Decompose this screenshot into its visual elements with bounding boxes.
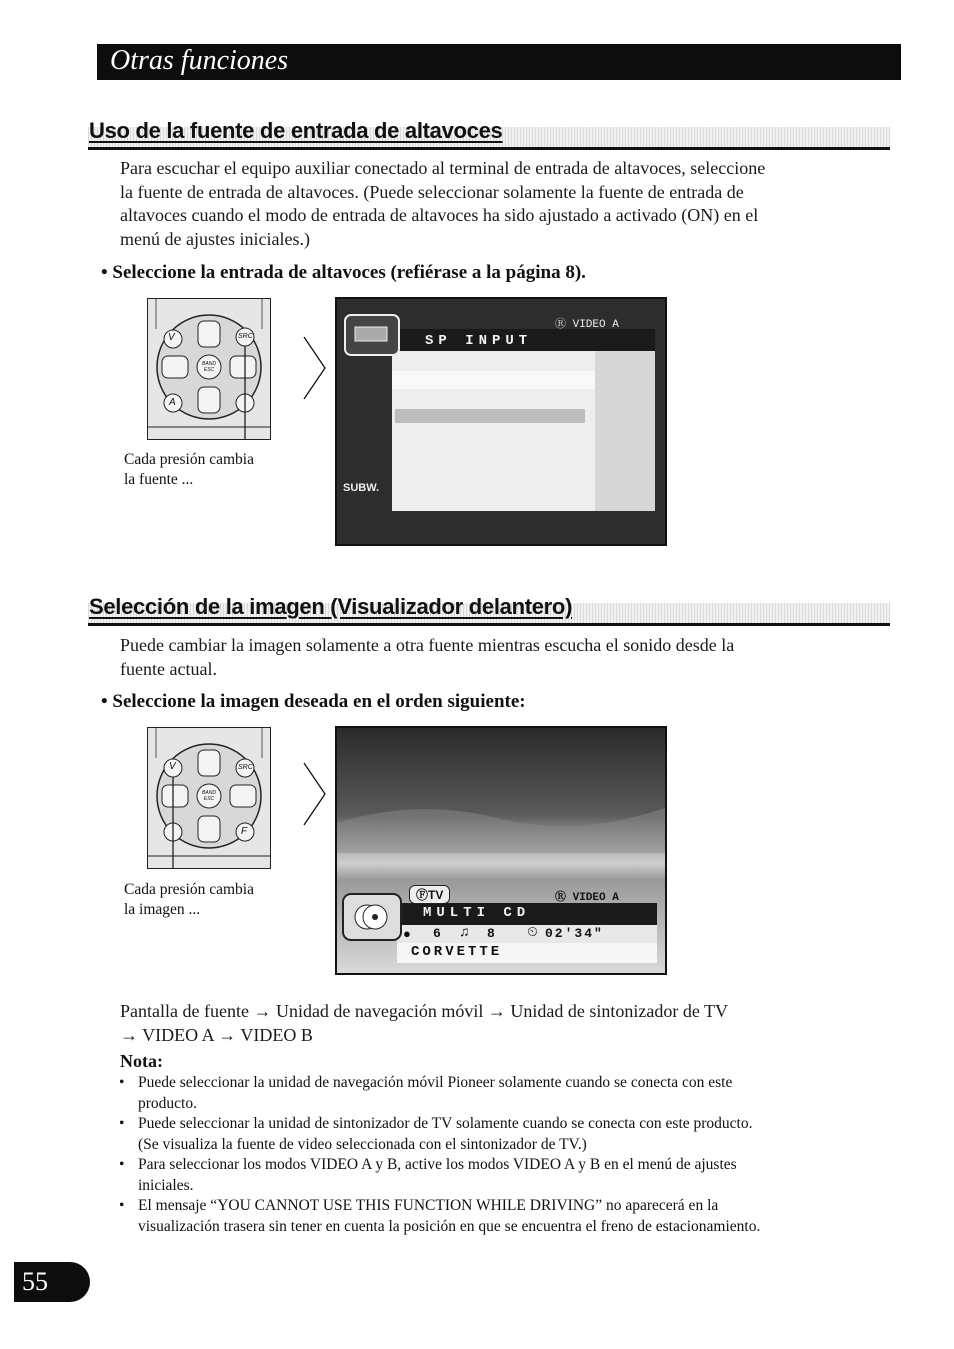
play-time: 02'34" — [545, 926, 604, 941]
note-line: visualización trasera sin tener en cuenta la posición en que se encuentra el freno de estacionamiento. — [138, 1217, 761, 1235]
src-button-label: SRC — [238, 333, 253, 340]
paragraph-line: Para escuchar el equipo auxiliar conectado al terminal de entrada de altavoces, seleccione — [120, 158, 766, 178]
video-tag: Ⓡ VIDEO A — [555, 892, 619, 904]
section1-paragraph — [120, 157, 880, 251]
tv-tag: ⒻTV — [409, 885, 450, 904]
caption-line: Cada presión cambia — [124, 451, 254, 468]
section-heading-speaker-input: Uso de la fuente de entrada de altavoces — [89, 118, 503, 143]
note-line: Puede seleccionar la unidad de sintonizador de TV solamente cuando se conecta con este producto. — [138, 1115, 753, 1132]
bullet-icon: • — [119, 1115, 125, 1132]
note-line: El mensaje “YOU CANNOT USE THIS FUNCTION WHILE DRIVING” no aparecerá en la — [138, 1197, 719, 1214]
disc-number: 6 — [433, 926, 441, 941]
arrow-icon — [303, 763, 327, 825]
remote-caption — [124, 880, 254, 920]
note-title: Nota: — [120, 1051, 163, 1071]
bullet-icon: • — [119, 1074, 125, 1091]
note-line: Puede seleccionar la unidad de navegación móvil Pioneer solamente cuando se conecta con este — [138, 1074, 733, 1091]
bullet-icon: • — [119, 1156, 125, 1173]
source-tag: Ⓡ VIDEO A — [555, 319, 619, 331]
paragraph-line: altavoces cuando el modo de entrada de altavoces ha sido ajustado a activado (ON) en el — [120, 205, 759, 225]
note-item — [119, 1114, 878, 1155]
paragraph-line: la fuente de entrada de altavoces. (Puede seleccionar solamente la fuente de entrada de — [120, 181, 744, 202]
subw-label: SUBW. — [343, 482, 380, 494]
screen-title: MULTI CD — [423, 905, 531, 921]
page-title: Otras funciones — [110, 45, 289, 76]
bullet-icon: • — [119, 1197, 125, 1214]
arrow-icon — [303, 337, 327, 399]
f-button-label: F — [241, 826, 248, 837]
band-esc-button-label: BAND ESC — [202, 361, 216, 373]
note-item — [119, 1073, 878, 1114]
paragraph-line: menú de ajustes iniciales.) — [120, 228, 310, 249]
v-button-label: V — [168, 332, 175, 343]
note-item — [119, 1155, 878, 1196]
section-heading-image-selection: Selección de la imagen (Visualizador delantero) — [89, 594, 573, 619]
sequence-line: → VIDEO A → VIDEO B — [120, 1024, 313, 1045]
source-sequence — [120, 1000, 880, 1047]
track-icon: ♫ — [459, 925, 470, 940]
track-number: 8 — [487, 926, 495, 941]
caption-line: Cada presión cambia — [124, 881, 254, 898]
note-line: iniciales. — [138, 1176, 194, 1194]
sequence-line: Pantalla de fuente → Unidad de navegación móvil → Unidad de sintonizador de TV — [120, 1001, 729, 1021]
disc-icon: ● — [403, 926, 411, 941]
remote-control-illustration — [147, 727, 271, 869]
display-screen-sp-input — [335, 297, 667, 546]
clock-icon: ⏲ — [527, 925, 538, 940]
note-item — [119, 1196, 878, 1237]
section2-paragraph — [120, 634, 880, 681]
paragraph-line: Puede cambiar la imagen solamente a otra fuente mientras escucha el sonido desde la — [120, 635, 735, 655]
section-rule — [88, 147, 890, 150]
remote-control-illustration — [147, 298, 271, 440]
section2-instruction: • Seleccione la imagen deseada en el orden siguiente: — [101, 691, 526, 712]
display-screen-multi-cd — [335, 726, 667, 975]
note-line: producto. — [138, 1094, 197, 1112]
a-button-label: A — [169, 397, 176, 408]
caption-line: la fuente ... — [124, 471, 194, 488]
caption-line: la imagen ... — [124, 901, 201, 918]
section-rule — [88, 623, 890, 626]
note-line: (Se visualiza la fuente de video seleccionada con el sintonizador de TV.) — [138, 1135, 587, 1153]
band-esc-button-label: BAND ESC — [202, 790, 216, 802]
paragraph-line: fuente actual. — [120, 658, 217, 679]
section1-instruction: • Seleccione la entrada de altavoces (refiérase a la página 8). — [101, 262, 586, 283]
screen-title: SP INPUT — [425, 333, 533, 349]
v-button-label: V — [169, 761, 176, 772]
note-line: Para seleccionar los modos VIDEO A y B, active los modos VIDEO A y B en el menú de ajustes — [138, 1156, 737, 1173]
remote-caption — [124, 450, 254, 490]
src-button-label: SRC — [238, 764, 253, 771]
track-title: CORVETTE — [411, 944, 503, 960]
page-number: 55 — [22, 1267, 48, 1296]
